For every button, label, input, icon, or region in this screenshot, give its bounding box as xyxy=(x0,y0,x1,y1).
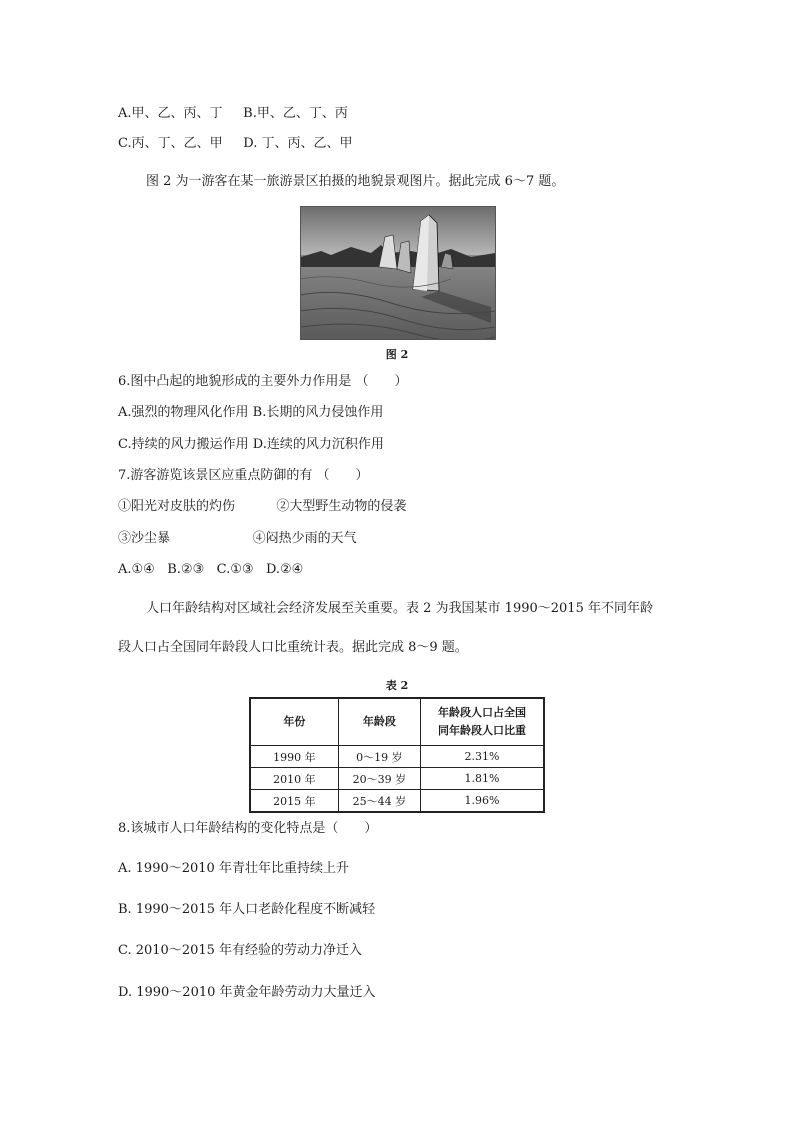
q6-options-ab: A.强烈的物理风化作用 B.长期的风力侵蚀作用 xyxy=(118,405,384,420)
table2-cell: 1990 年 xyxy=(250,746,338,768)
intro-6-7: 图 2 为一游客在某一旅游景区拍摄的地貌景观图片。据此完成 6～7 题。 xyxy=(146,174,565,189)
table2-title: 表 2 xyxy=(385,679,409,692)
table2-cell: 1.96% xyxy=(421,790,545,813)
table2 xyxy=(249,697,545,813)
q6-options-cd: C.持续的风力搬运作用 D.连续的风力沉积作用 xyxy=(118,437,384,452)
table2-cell: 2015 年 xyxy=(250,790,338,813)
table2-cell: 2010 年 xyxy=(250,768,338,790)
table2-cell: 2.31% xyxy=(421,746,545,768)
q8-option-b: B. 1990～2015 年人口老龄化程度不断减轻 xyxy=(118,902,376,917)
table-row xyxy=(250,768,544,790)
table-row xyxy=(250,790,544,813)
intro-8-9-line1: 人口年龄结构对区域社会经济发展至关重要。表 2 为我国某市 1990～2015 年不同年龄 xyxy=(146,601,653,616)
q7-items-row2: ③沙尘暴 ④闷热少雨的天气 xyxy=(118,531,357,546)
q8-option-a: A. 1990～2010 年青壮年比重持续上升 xyxy=(118,861,349,876)
q8-stem: 8.该城市人口年龄结构的变化特点是（ ） xyxy=(118,821,378,836)
table2-cell: 1.81% xyxy=(421,768,545,790)
q7-stem: 7.游客游览该景区应重点防御的有 （ ） xyxy=(118,468,369,483)
table2-header-share: 年龄段人口占全国 同年龄段人口比重 xyxy=(421,698,545,746)
intro-8-9-line2: 段人口占全国同年龄段人口比重统计表。据此完成 8～9 题。 xyxy=(118,640,468,655)
q7-options: A.①④ B.②③ C.①③ D.②④ xyxy=(118,562,304,577)
table2-cell: 25～44 岁 xyxy=(338,790,420,813)
q6-stem: 6.图中凸起的地貌形成的主要外力作用是 （ ） xyxy=(118,374,408,389)
table2-header-year: 年份 xyxy=(250,698,338,746)
table-row xyxy=(250,746,544,768)
table2-header-age: 年龄段 xyxy=(338,698,420,746)
q5-options-cd: C.丙、丁、乙、甲 D. 丁、丙、乙、甲 xyxy=(118,136,353,151)
q5-options-ab: A.甲、乙、丙、丁 B.甲、乙、丁、丙 xyxy=(118,106,348,121)
q8-option-c: C. 2010～2015 年有经验的劳动力净迁入 xyxy=(118,943,363,958)
q8-option-d: D. 1990～2010 年黄金年龄劳动力大量迁入 xyxy=(118,985,376,1000)
figure2-caption: 图 2 xyxy=(385,348,409,361)
table2-cell: 0～19 岁 xyxy=(338,746,420,768)
table2-cell: 20～39 岁 xyxy=(338,768,420,790)
q7-items-row1: ①阳光对皮肤的灼伤 ②大型野生动物的侵袭 xyxy=(118,499,407,514)
landscape-photo xyxy=(300,206,496,340)
